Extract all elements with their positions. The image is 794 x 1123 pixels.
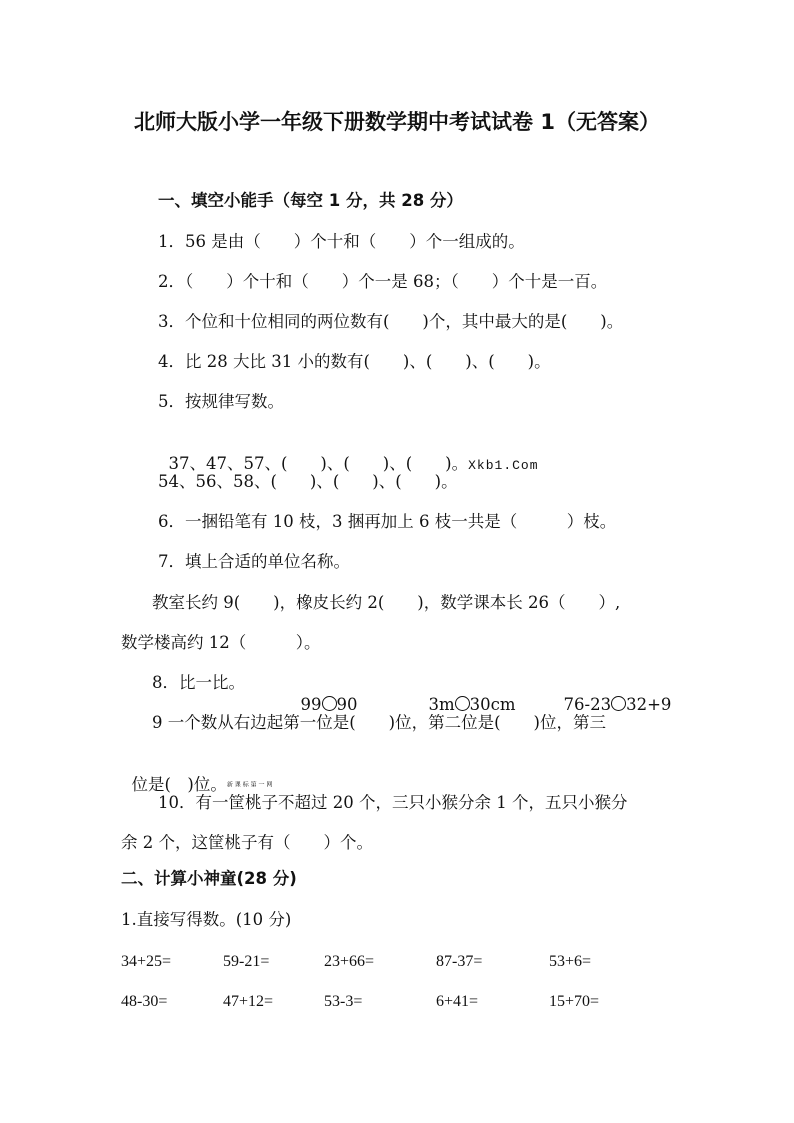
compare-item-3 [553,672,671,716]
question-7: 7．填上合适的单位名称。 [158,552,350,571]
calc-item: 53-3= [324,993,363,1010]
question-3: 3．个位和十位相同的两位数有( )个，其中最大的是( )。 [158,312,624,331]
calc-item: 87-37= [436,953,483,970]
question-7-line-b: 数学楼高约 12（ ）。 [121,633,321,652]
compare-item-2 [418,672,516,716]
question-5-sequence-b: 54、56、58、( )、( )、( )。 [158,472,458,491]
question-9-line-b [121,752,272,797]
question-1: 1．56 是由（ ）个十和（ ）个一组成的。 [158,232,525,251]
compare-right: 90 [336,695,358,714]
compare-circle[interactable] [611,696,626,711]
compare-left: 76-23 [563,695,612,714]
calc-item: 47+12= [223,993,274,1010]
compare-circle[interactable] [322,696,337,711]
question-2: 2．（ ）个十和（ ）个一是 68；（ ）个十是一百。 [158,272,608,291]
question-6: 6．一捆铅笔有 10 枝，3 捆再加上 6 枝一共是（ ）枝。 [158,512,617,531]
calc-item: 15+70= [549,993,600,1010]
question-10-line-a: 10．有一筐桃子不超过 20 个，三只小猴分余 1 个，五只小猴分 [158,793,628,812]
compare-right: 30cm [469,695,516,714]
calc-item: 6+41= [436,993,479,1010]
question-8-label: 8．比一比。 [152,673,245,692]
compare-left: 99 [300,695,322,714]
calc-item: 23+66= [324,953,375,970]
question-7-line-a: 教室长约 9( )，橡皮长约 2( )，数学课本长 26（ ）, [152,593,621,612]
calc-item: 48-30= [121,993,168,1010]
compare-left: 3m [428,695,455,714]
watermark-text: Xkb1.Com [468,458,539,473]
calc-item: 34+25= [121,953,172,970]
compare-right: 32+9 [626,695,672,714]
page-title: 北师大版小学一年级下册数学期中考试试卷 1（无答案） [134,110,660,134]
compare-circle[interactable] [455,696,470,711]
sequence-a-text: 37、47、57、( )、( )、( )。 [168,454,469,473]
question-9-line-a: 9 一个数从右边起第一位是( )位，第二位是( )位，第三 [152,713,606,732]
watermark-tiny: 新 课 标 第 一 网 [226,781,273,789]
question-4: 4．比 28 大比 31 小的数有( )、( )、( )。 [158,352,551,371]
question-9-text: 位是( )位。 [131,775,227,794]
section1-heading: 一、填空小能手（每空 1 分，共 28 分） [158,191,463,210]
section2-heading: 二、计算小神童(28 分) [121,869,297,888]
section2-sub1: 1.直接写得数。(10 分) [121,910,292,929]
compare-item-1 [290,672,358,716]
calc-item: 59-21= [223,953,270,970]
question-10-line-b: 余 2 个，这筐桃子有（ ）个。 [121,833,373,852]
question-5: 5．按规律写数。 [158,392,284,411]
calc-item: 53+6= [549,953,592,970]
